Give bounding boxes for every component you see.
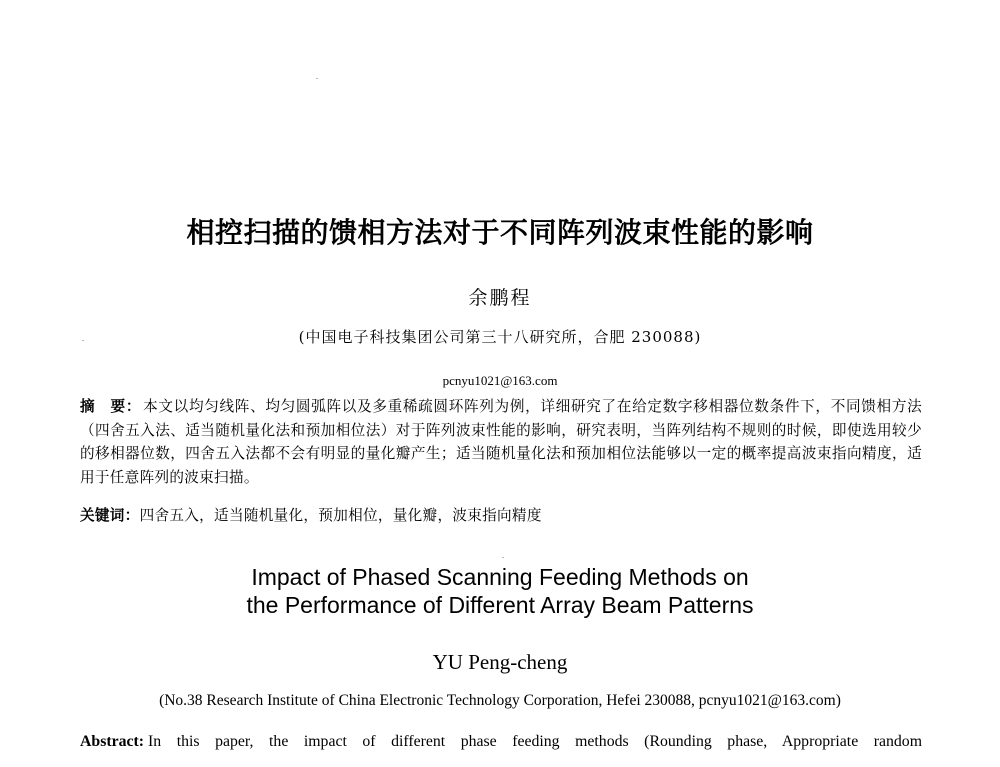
chinese-abstract-label: 摘 要： xyxy=(80,398,142,415)
chinese-keywords-text: 四舍五入，适当随机量化，预加相位，量化瓣，波束指向精度 xyxy=(139,507,542,524)
chinese-abstract-text: 本文以均匀线阵、均匀圆弧阵以及多重稀疏圆环阵列为例，详细研究了在给定数字移相器位数条件下，不同馈相方法（四舍五入法、适当随机量化法和预加相位法）对于阵列波束性能的影响，研究表明，当阵列结构不规则的时候，即使选用较少的移相器位数，四舍五入法都不会有明显的量化瓣产生；适当随机量化法和预加相位法能够以一定的概率提高波束指向精度，适用于任意阵列的波束扫描。 xyxy=(80,398,922,486)
scan-speck xyxy=(502,557,504,558)
english-abstract xyxy=(80,731,922,753)
english-abstract-text: In this paper, the impact of different phase feeding methods (Rounding phase, Appropriate random xyxy=(148,733,922,750)
english-abstract-label: Abstract: xyxy=(80,733,145,750)
english-title-line-1: Impact of Phased Scanning Feeding Methods on xyxy=(251,564,749,590)
chinese-author: 余鹏程 xyxy=(468,287,532,309)
chinese-affiliation: (中国电子科技集团公司第三十八研究所，合肥 230088) xyxy=(298,328,702,346)
chinese-title: 相控扫描的馈相方法对于不同阵列波束性能的影响 xyxy=(186,216,814,249)
english-title-line-2: the Performance of Different Array Beam Patterns xyxy=(246,592,754,618)
scan-speck xyxy=(316,78,318,79)
english-title xyxy=(0,563,1000,619)
english-author: YU Peng-cheng xyxy=(432,650,568,674)
chinese-keywords xyxy=(80,504,922,528)
english-affiliation: (No.38 Research Institute of China Electronic Technology Corporation, Hefei 230088, pcnyu1021@163.com) xyxy=(159,692,841,709)
chinese-abstract xyxy=(80,395,922,489)
chinese-keywords-label: 关键词： xyxy=(80,507,140,524)
author-email: pcnyu1021@163.com xyxy=(442,373,558,388)
